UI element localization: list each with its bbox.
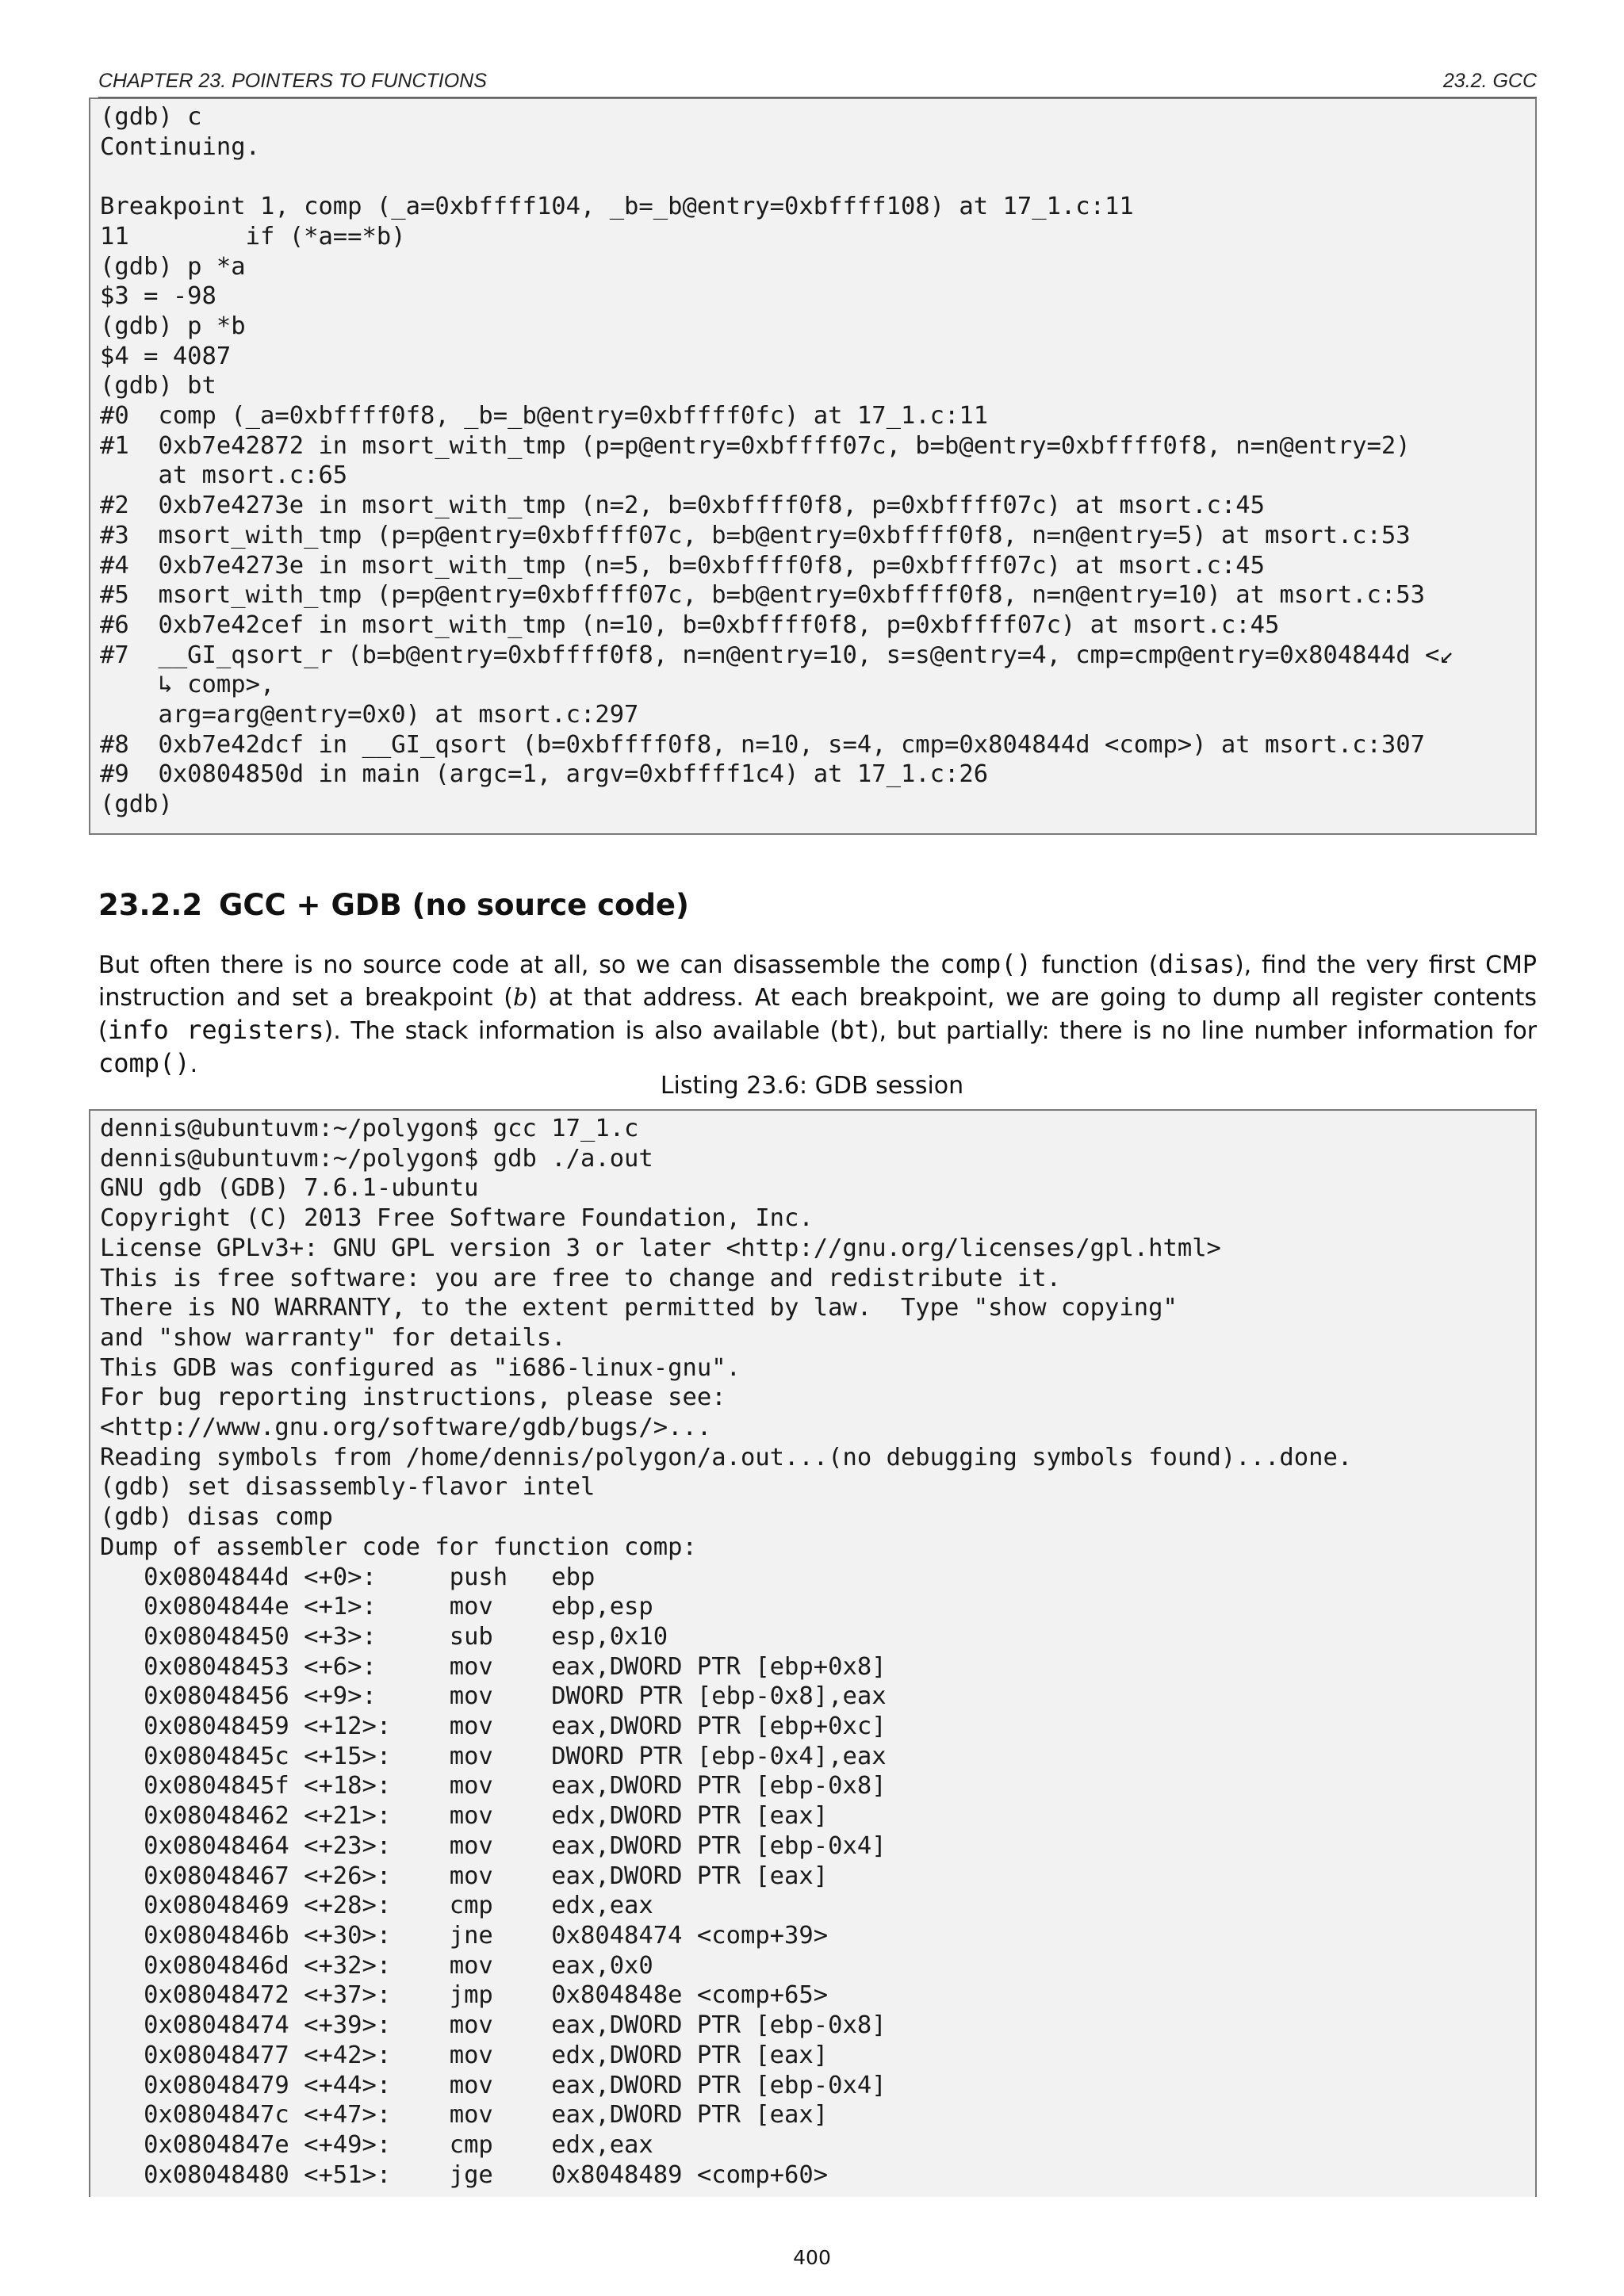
section-heading	[98, 888, 689, 922]
para-text: ). The stack information is also available (	[324, 1017, 840, 1045]
gdb-backtrace-code-block	[89, 98, 1537, 835]
para-text: ), but partially: there is no line number information for	[869, 1017, 1538, 1045]
gdb-session-code-block	[89, 1109, 1537, 2197]
italic-text: b	[513, 984, 529, 1012]
inline-code: bt	[839, 1015, 870, 1045]
page-number: 400	[793, 2246, 831, 2269]
code-text-1: (gdb) c Continuing. Breakpoint 1, comp (_a=0xbffff104, _b=_b@entry=0xbffff108) at 17_1.c:11 11 if (*a==*b) (gdb) p *a $3 = -98 (gdb) p *b $4 = 4087 (gdb) bt #0 comp (_a=0xbffff0f8, _b=_b@entry=0xbffff0fc) at 17_1.c:11 #1 0xb7e42872 in msort_with_tmp (p=p@entry=0xbffff07c, b=b@entry=0xbffff0f8, n=n@entry=2) at msort.c:65 #2 0xb7e4273e in msort_with_tmp (n=2, b=0xbffff0f8, p=0xbffff07c) at msort.c:45 #3 msort_with_tmp (p=p@entry=0xbffff07c, b=b@entry=0xbffff0f8, n=n@entry=5) at msort.c:53 #4 0xb7e4273e in msort_with_tmp (n=5, b=0xbffff0f8, p=0xbffff07c) at msort.c:45 #5 msort_with_tmp (p=p@entry=0xbffff07c, b=b@entry=0xbffff0f8, n=n@entry=10) at msort.c:53 #6 0xb7e42cef in msort_with_tmp (n=10, b=0xbffff0f8, p=0xbffff07c) at msort.c:45 #7 __GI_qsort_r (b=b@entry=0xbffff0f8, n=n@entry=10, s=s@entry=4, cmp=cmp@entry=0x804844d <↙ ↳ comp>, arg=arg@entry=0x0) at msort.c:297 #8 0xb7e42dcf in __GI_qsort (b=0xbffff0f8, n=10, s=4, cmp=0x804844d <comp>) at msort.c:307 #9 0x0804850d in main (argc=1, argv=0xbffff1c4) at 17_1.c:26 (gdb)	[100, 103, 1454, 819]
para-text: ), find the very first CMP instruction and set a breakpoint (	[98, 951, 1538, 1012]
code-text-2: dennis@ubuntuvm:~/polygon$ gcc 17_1.c dennis@ubuntuvm:~/polygon$ gdb ./a.out GNU gdb (GDB) 7.6.1-ubuntu Copyright (C) 2013 Free Software Foundation, Inc. License GPLv3+: GNU GPL version 3 or later <http://gnu.org/licenses/gpl.html> This is free software: you are free to change and redistribute it. There is NO WARRANTY, to the extent permitted by law. Type "show copying" and "show warranty" for details. This GDB was configured as "i686-linux-gnu". For bug reporting instructions, please see: <http://www.gnu.org/software/gdb/bugs/>... Reading symbols from /home/dennis/polygon/a.out...(no debugging symbols found)...done. (gdb) set disassembly-flavor intel (gdb) disas comp Dump of assembler code for function comp: 0x0804844d <+0>: push ebp 0x0804844e <+1>: mov ebp,esp 0x08048450 <+3>: sub esp,0x10 0x08048453 <+6>: mov eax,DWORD PTR [ebp+0x8] 0x08048456 <+9>: mov DWORD PTR [ebp-0x8],eax 0x08048459 <+12>: mov eax,DWORD PTR [ebp+0xc] 0x0804845c <+15>: mov DWORD PTR [ebp-0x4],eax 0x0804845f <+18>: mov eax,DWORD PTR [ebp-0x8] 0x08048462 <+21>: mov edx,DWORD PTR [eax] 0x08048464 <+23>: mov eax,DWORD PTR [ebp-0x4] 0x08048467 <+26>: mov eax,DWORD PTR [eax] 0x08048469 <+28>: cmp edx,eax 0x0804846b <+30>: jne 0x8048474 <comp+39> 0x0804846d <+32>: mov eax,0x0 0x08048472 <+37>: jmp 0x804848e <comp+65> 0x08048474 <+39>: mov eax,DWORD PTR [ebp-0x8] 0x08048477 <+42>: mov edx,DWORD PTR [eax] 0x08048479 <+44>: mov eax,DWORD PTR [ebp-0x4] 0x0804847c <+47>: mov eax,DWORD PTR [eax] 0x0804847e <+49>: cmp edx,eax 0x08048480 <+51>: jge 0x8048489 <comp+60>	[100, 1115, 1353, 2189]
para-text: .	[190, 1050, 198, 1078]
inline-code: comp()	[940, 949, 1032, 979]
section-ref: 23.2. GCC	[1442, 70, 1537, 92]
para-text: But often there is no source code at all, so we can disassemble the	[98, 951, 940, 979]
para-text: function (	[1031, 951, 1159, 979]
section-title-text: GCC + GDB (no source code)	[219, 888, 689, 922]
inline-code: info registers	[107, 1015, 324, 1045]
running-header	[98, 68, 1537, 98]
chapter-title: CHAPTER 23. POINTERS TO FUNCTIONS	[98, 70, 487, 92]
inline-code: disas	[1158, 949, 1235, 979]
listing-caption: Listing 23.6: GDB session	[660, 1072, 964, 1100]
inline-code: comp()	[98, 1048, 190, 1078]
section-number: 23.2.2	[98, 888, 203, 922]
para-text: ) at that address. At each breakpoint, we are going to dump all register contents (	[98, 984, 1537, 1045]
body-paragraph	[98, 948, 1537, 1081]
